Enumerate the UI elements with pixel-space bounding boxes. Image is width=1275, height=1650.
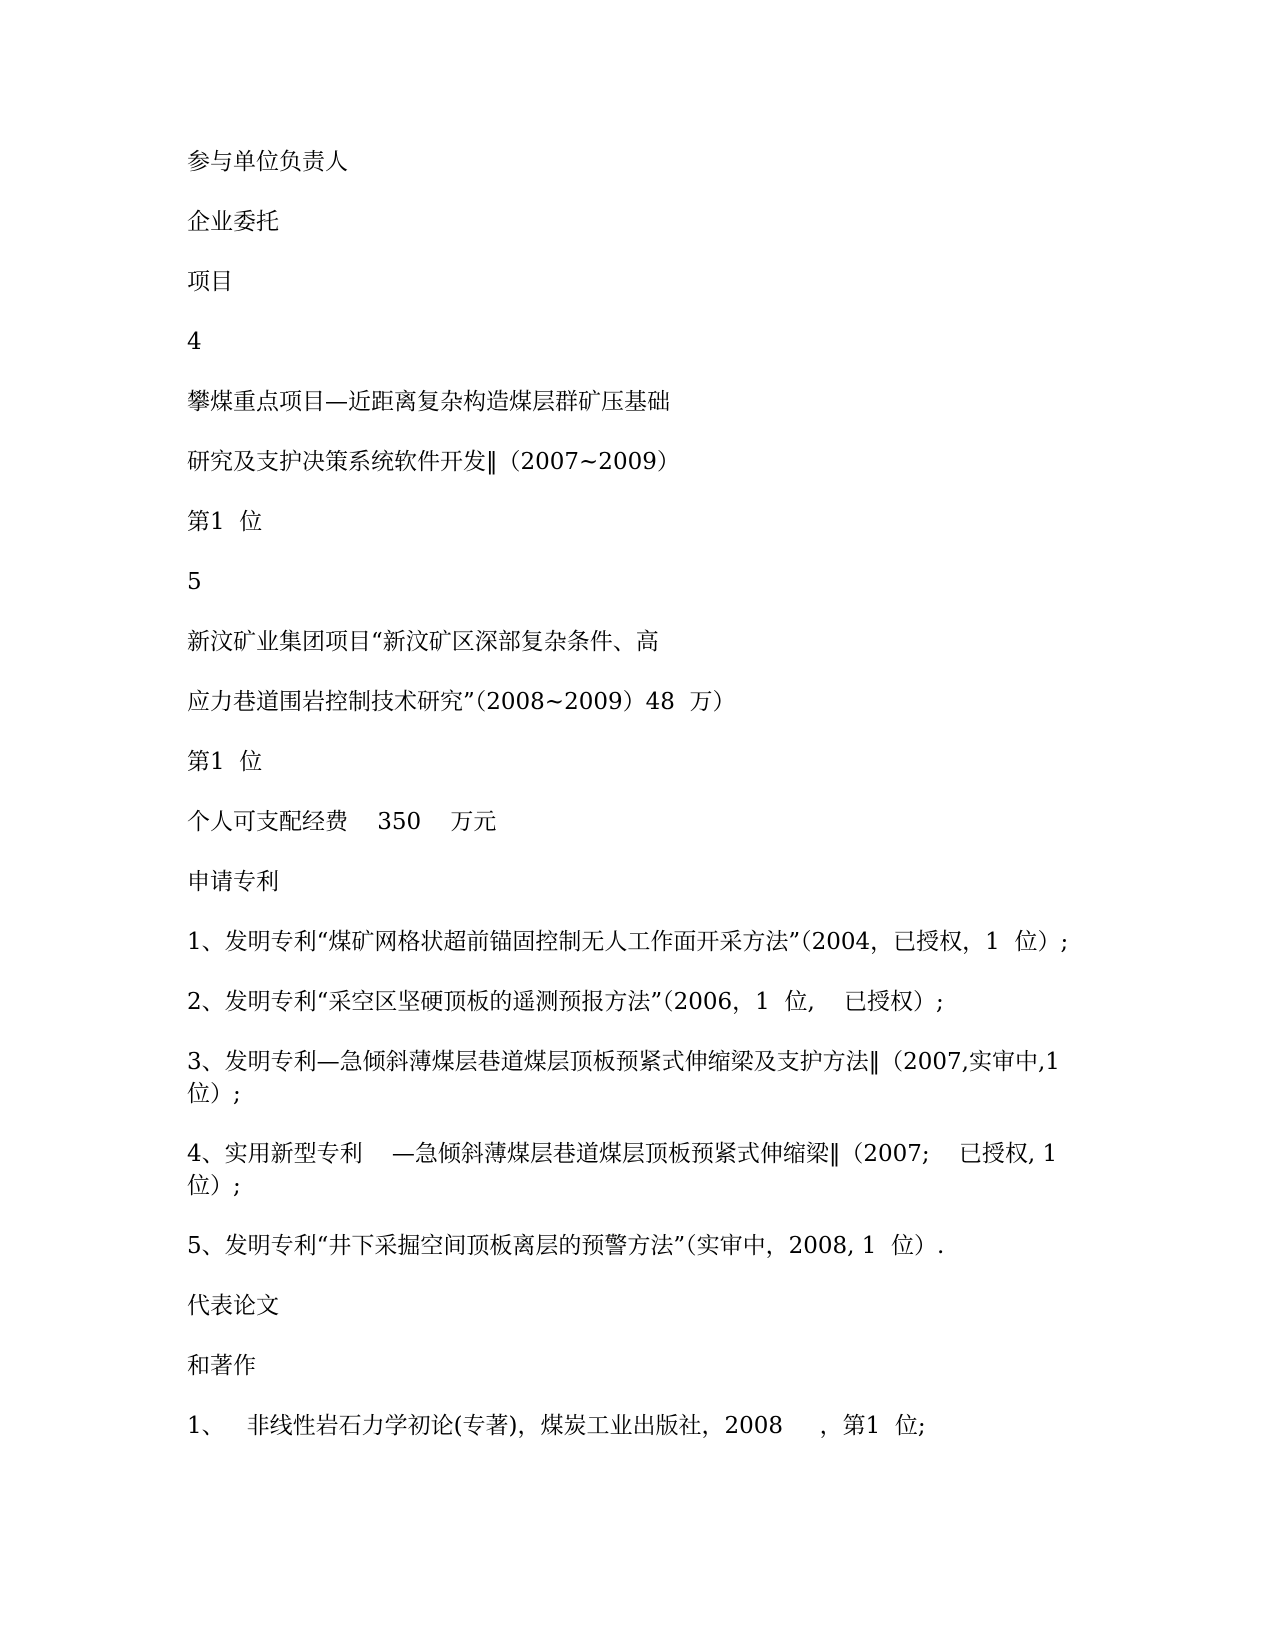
document-body	[187, 146, 1087, 1470]
patent-entry: 1、发明专利“煤矿网格状超前锚固控制无人工作面开采方法”（2004，已授权，1 位）;	[187, 929, 1069, 955]
rank-text: 第1 位	[187, 509, 263, 535]
text-line-enterprise-commission: 企业委托	[187, 209, 279, 235]
project-title-line: 攀煤重点项目—近距离复杂构造煤层群矿压基础	[187, 389, 670, 415]
section-heading-papers: 代表论文	[187, 1293, 279, 1319]
project-title-line: 研究及支护决策系统软件开发‖（2007~2009）	[187, 449, 680, 475]
project-title-line: 新汶矿业集团项目“新汶矿区深部复杂条件、高	[187, 629, 659, 655]
item-number: 5	[187, 569, 202, 595]
patent-entry: 5、发明专利“井下采掘空间顶板离层的预警方法”（实审中，2008, 1 位）.	[187, 1233, 945, 1259]
item-number: 4	[187, 329, 202, 355]
section-heading-patents: 申请专利	[187, 869, 279, 895]
project-title-line: 应力巷道围岩控制技术研究”（2008~2009）48 万）	[187, 689, 736, 715]
patent-entry: 3、发明专利—急倾斜薄煤层巷道煤层顶板预紧式伸缩梁及支护方法‖（2007,实审中,1 位）;	[187, 1049, 1075, 1107]
patent-entry: 4、实用新型专利 —急倾斜薄煤层巷道煤层顶板预紧式伸缩梁‖（2007; 已授权, 1 位）;	[187, 1141, 1072, 1199]
personal-funding-text: 个人可支配经费 350 万元	[187, 809, 497, 835]
text-line-participant-lead: 参与单位负责人	[187, 149, 348, 175]
patent-entry: 2、发明专利“采空区坚硬顶板的遥测预报方法”（2006，1 位, 已授权）;	[187, 989, 944, 1015]
text-line-project-label: 项目	[187, 269, 233, 295]
rank-text: 第1 位	[187, 749, 263, 775]
section-heading-works: 和著作	[187, 1353, 256, 1379]
publication-entry: 1、 非线性岩石力学初论(专著)，煤炭工业出版社，2008 ，第1 位;	[187, 1413, 926, 1439]
